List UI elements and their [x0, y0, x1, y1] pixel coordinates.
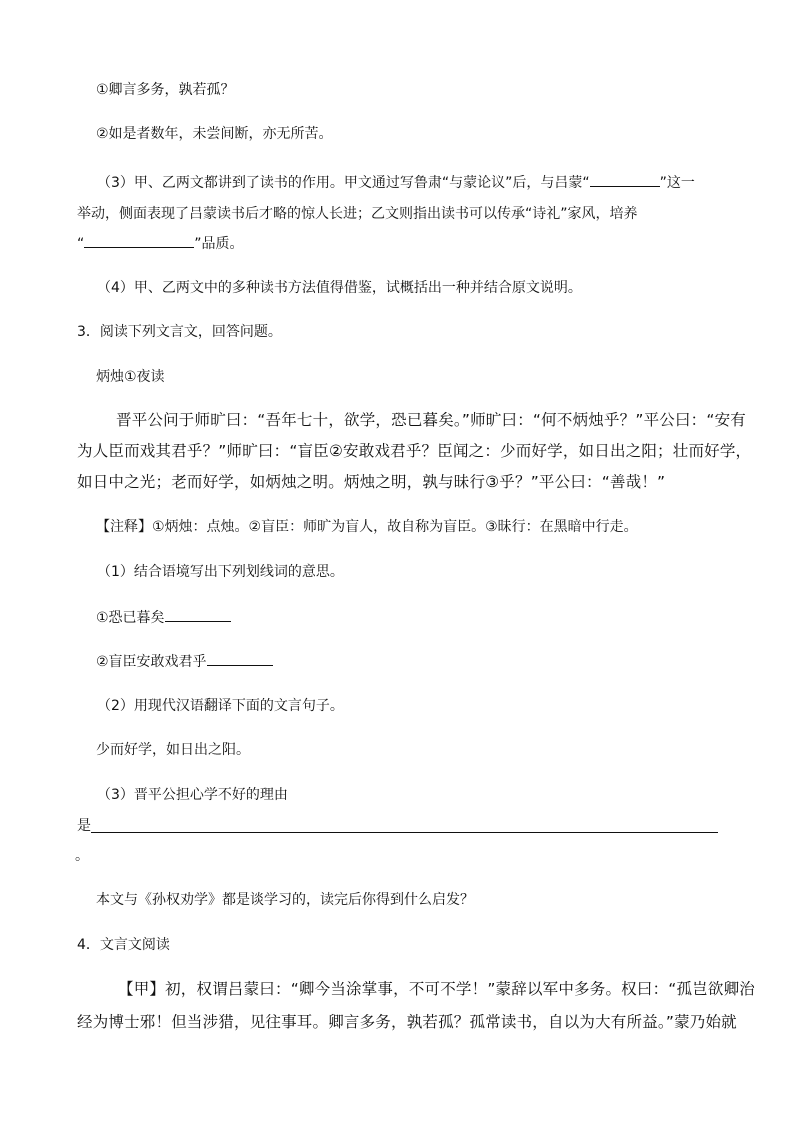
text-segment: （3）甲、乙两文都讲到了读书的作用。甲文通过写鲁肃“与蒙论议”后，与吕蒙“ [97, 175, 590, 191]
question-line: （3）晋平公担心学不好的理由 [97, 787, 288, 803]
text-segment: ”品质。 [194, 236, 244, 252]
answer-blank[interactable] [207, 651, 273, 666]
text-segment: “ [77, 236, 85, 252]
answer-rule[interactable] [91, 832, 718, 833]
section-heading: 3．阅读下列文言文，回答问题。 [77, 324, 282, 340]
question-line: 。 [75, 848, 89, 864]
question-line [97, 172, 695, 193]
question-line: ①卿言多务，孰若孤？ [96, 82, 235, 98]
section-heading: 4．文言文阅读 [77, 937, 170, 953]
passage-line: 经为博士邪！但当涉猎，见往事耳。卿言多务，孰若孤？孤常读书，自以为大有所益。”蒙乃始就 [77, 1013, 737, 1031]
passage-line: 晋平公问于师旷曰：“吾年七十，欲学，恐已暮矣。”师旷曰：“何不炳烛乎？”平公曰：“安有 [116, 411, 747, 429]
question-line [96, 651, 273, 672]
passage-line: 为人臣而戏其君乎？”师旷曰：“盲臣②安敢戏君乎？臣闻之：少而好学，如日出之阳；壮而好学， [77, 442, 752, 460]
question-line: （4）甲、乙两文中的多种读书方法值得借鉴，试概括出一种并结合原文说明。 [97, 280, 582, 296]
question-line: （1）结合语境写出下列划线词的意思。 [97, 564, 344, 580]
question-line [77, 233, 244, 254]
answer-blank[interactable] [165, 607, 231, 622]
question-line: 是 [77, 818, 91, 834]
passage-line: 如日中之光；老而好学，如炳烛之明。炳烛之明，孰与昧行③乎？”平公曰：“善哉！” [77, 473, 666, 491]
text-segment: ①恐已暮矣 [96, 610, 165, 626]
passage-line: 【甲】初，权谓吕蒙曰：“卿今当涂掌事，不可不学！”蒙辞以军中多务。权曰：“孤岂欲卿治 [118, 980, 755, 998]
question-line: 本文与《孙权劝学》都是谈学习的，读完后你得到什么启发？ [96, 892, 474, 908]
question-line: 举动，侧面表现了吕蒙读书后才略的惊人长进；乙文则指出读书可以传承“诗礼”家风，培养 [77, 206, 638, 222]
text-segment: ②盲臣安敢戏君乎 [96, 654, 207, 670]
answer-blank[interactable] [590, 172, 660, 187]
passage-title: 炳烛①夜读 [96, 369, 165, 385]
answer-blank[interactable] [84, 233, 194, 248]
question-line: 少而好学，如日出之阳。 [96, 742, 250, 758]
annotation-line: 【注释】①炳烛：点烛。②盲臣：师旷为盲人，故自称为盲臣。③昧行：在黑暗中行走。 [96, 519, 638, 535]
question-line [96, 607, 231, 628]
text-segment: ”这一 [659, 175, 695, 191]
question-line: ②如是者数年，未尝间断，亦无所苦。 [96, 126, 333, 142]
question-line: （2）用现代汉语翻译下面的文言句子。 [97, 698, 344, 714]
